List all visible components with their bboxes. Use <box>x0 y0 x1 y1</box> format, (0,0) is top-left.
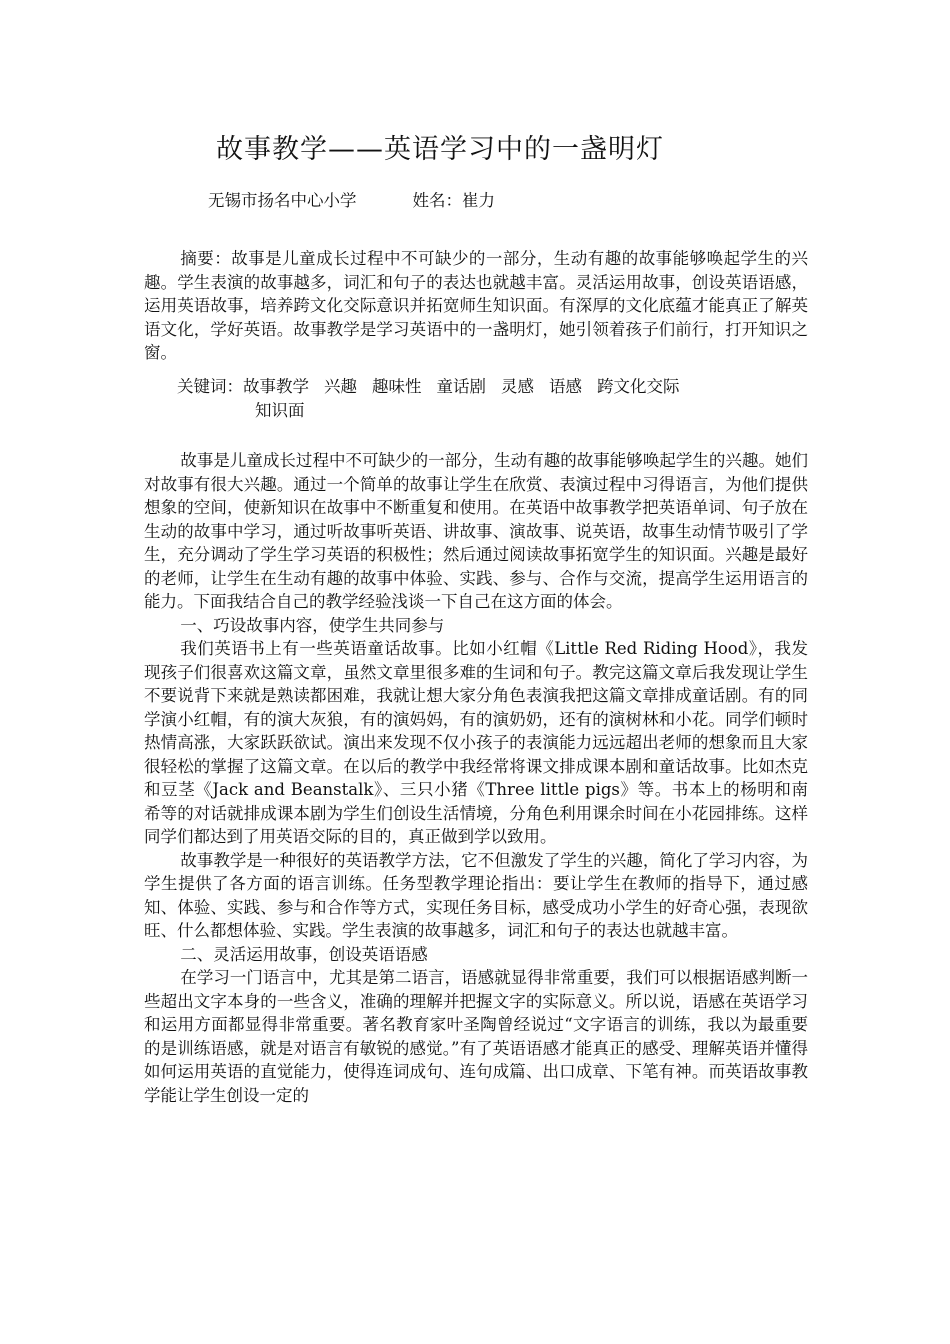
section-heading: 一、巧设故事内容，使学生共同参与 <box>180 615 445 635</box>
keywords-list <box>177 377 797 422</box>
body-paragraph: 故事是儿童成长过程中不可缺少的一部分，生动有趣的故事能够唤起学生的兴趣。她们对故事有很大兴趣。通过一个简单的故事让学生在欣赏、表演过程中习得语言，为他们提供想象的空间，使新知识在故事中不断重复和使用。在英语中故事教学把英语单词、句子放在生动的故事中学习，通过听故事听英语、讲故事、演故事、说英语，故事生动情节吸引了学生，充分调动了学生学习英语的积极性；然后通过阅读故事拓宽学生的知识面。兴趣是最好的老师，让学生在生动有趣的故事中体验、实践、参与、合作与交流，提高学生运用语言的能力。下面我结合自己的教学经验浅谈一下自己在这方面的体会。 <box>144 451 808 611</box>
keyword: 故事教学 <box>243 377 309 396</box>
keyword: 语感 <box>549 377 582 396</box>
keyword: 知识面 <box>255 400 305 420</box>
keyword: 趣味性 <box>372 377 422 396</box>
keywords-label: 关键词： <box>177 377 243 396</box>
keyword: 灵感 <box>501 377 534 396</box>
body-paragraph: 故事教学是一种很好的英语教学方法，它不但激发了学生的兴趣，简化了学习内容，为学生提供了各方面的语言训练。任务型教学理论指出：要让学生在教师的指导下，通过感知、体验、实践、参与和合作等方式，实现任务目标，感受成功小学生的好奇心强，表现欲旺、什么都想体验、实践。学生表演的故事越多，词汇和句子的表达也就越丰富。 <box>144 850 808 940</box>
keyword: 童话剧 <box>436 377 486 396</box>
keyword: 兴趣 <box>324 377 357 396</box>
keywords-section <box>177 375 797 422</box>
abstract-section <box>144 247 808 365</box>
author-name: 姓名：崔力 <box>412 191 495 210</box>
abstract-paragraph: 摘要：故事是儿童成长过程中不可缺少的一部分，生动有趣的故事能够唤起学生的兴趣。学生表演的故事越多，词汇和句子的表达也就越丰富。灵活运用故事，创设英语语感，运用英语故事，培养跨文化交际意识并拓宽师生知识面。有深厚的文化底蕴才能真正了解英语文化，学好英语。故事教学是学习英语中的一盏明灯，她引领着孩子们前行，打开知识之窗。 <box>144 249 808 362</box>
school-name: 无锡市扬名中心小学 <box>208 191 357 210</box>
keyword: 跨文化交际 <box>597 377 680 396</box>
body-paragraph: 在学习一门语言中，尤其是第二语言，语感就显得非常重要，我们可以根据语感判断一些超出文字本身的一些含义，准确的理解并把握文字的实际意义。所以说，语感在英语学习和运用方面都显得非常重要。著名教育家叶圣陶曾经说过“文字语言的训练，我以为最重要的是训练语感，就是对语言有敏锐的感觉。”有了英语语感才能真正的感受、理解英语并懂得如何运用英语的直觉能力，使得连词成句、连句成篇、出口成章、下笔有神。而英语故事教学能让学生创设一定的 <box>144 968 808 1105</box>
main-body <box>144 449 808 1107</box>
byline <box>208 190 495 212</box>
section-heading: 二、灵活运用故事，创设英语语感 <box>180 944 428 964</box>
body-paragraph: 我们英语书上有一些英语童话故事。比如小红帽《Little Red Riding Hood》，我发现孩子们很喜欢这篇文章，虽然文章里很多难的生词和句子。教完这篇文章后我发现让学生不要说背下来就是熟读都困难，我就让想大家分角色表演我把这篇文章排成童话剧。有的同学演小红帽，有的演大灰狼，有的演妈妈，有的演奶奶，还有的演树林和小花。同学们顿时热情高涨，大家跃跃欲试。演出来发现不仅小孩子的表演能力远远超出老师的想象而且大家很轻松的掌握了这篇文章。在以后的教学中我经常将课文排成课本剧和童话故事。比如杰克和豆茎《Jack and Beanstalk》、三只小猪《Three little pigs》等。书本上的杨明和南希等的对话就排成课本剧为学生们创设生活情境，分角色利用课余时间在小花园排练。这样同学们都达到了用英语交际的目的，真正做到学以致用。 <box>144 639 808 846</box>
document-title: 故事教学——英语学习中的一盏明灯 <box>216 134 664 165</box>
